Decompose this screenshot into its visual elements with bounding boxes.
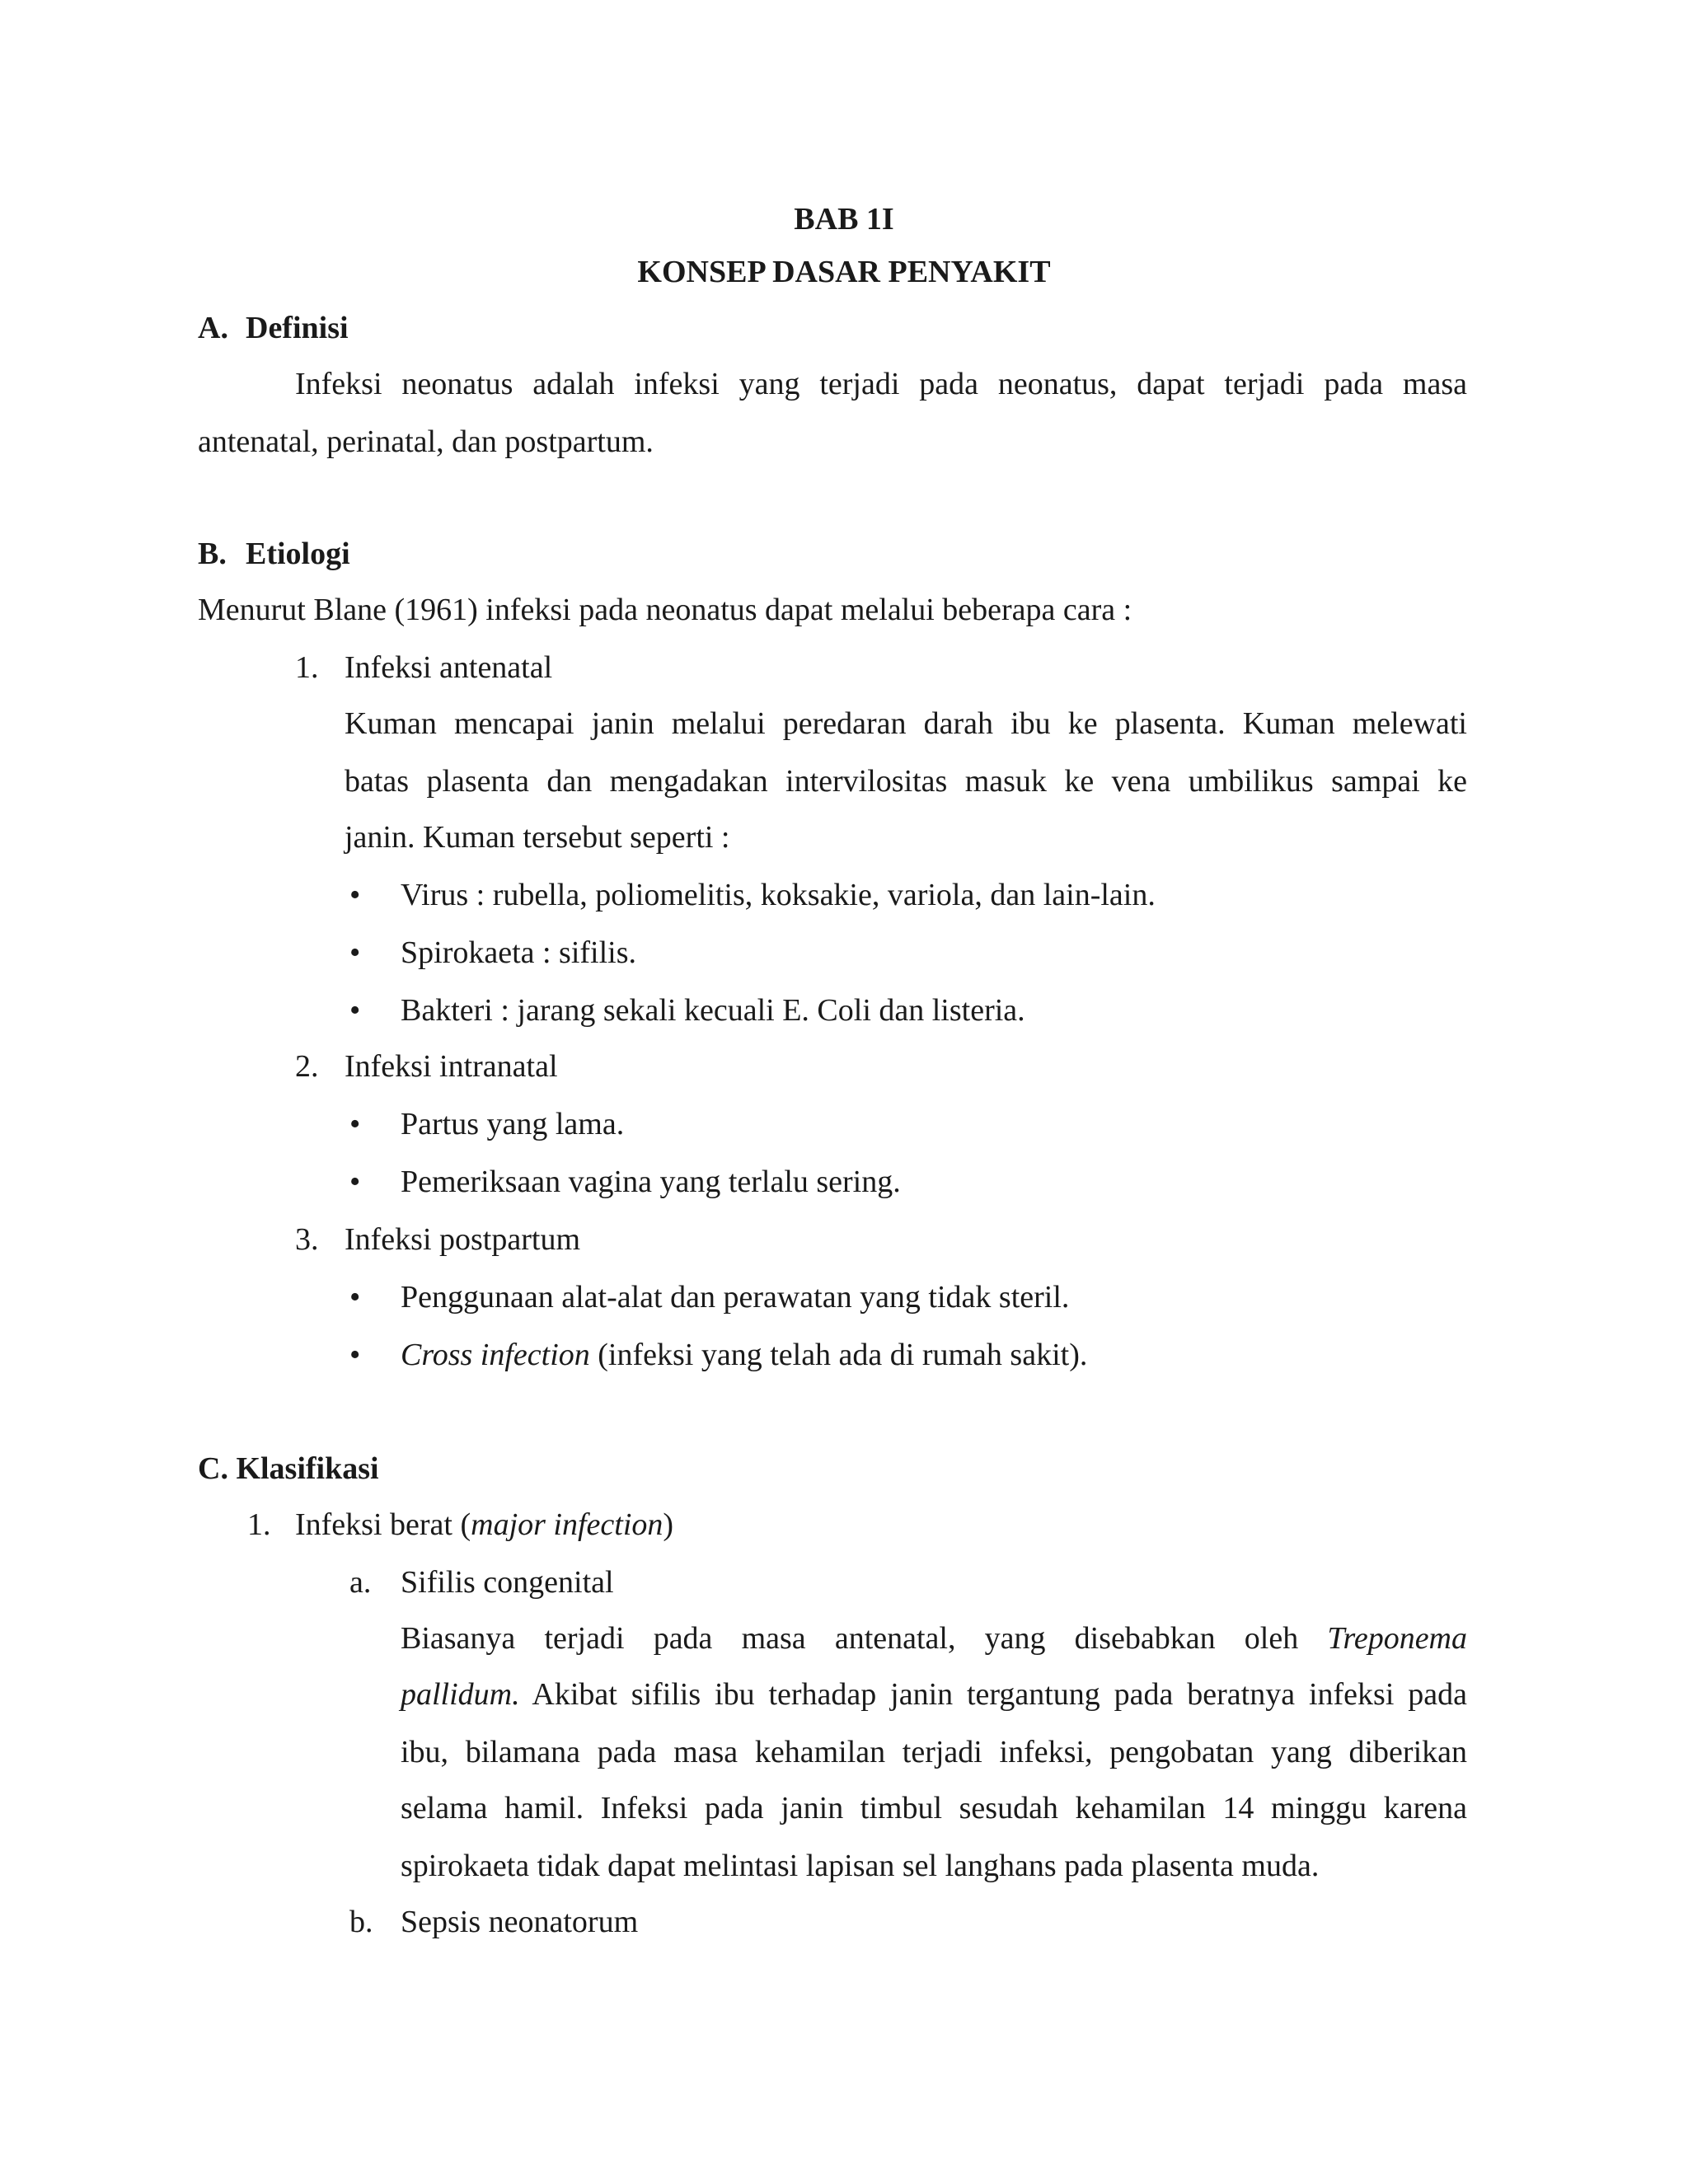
bullet-text: Virus : rubella, poliomelitis, koksakie, variola, dan lain-lain. bbox=[401, 878, 1156, 912]
bullet-text: Partus yang lama. bbox=[401, 1107, 625, 1141]
list-item-number: 3. bbox=[295, 1222, 319, 1257]
list-item-desc-line2: batas plasenta dan mengadakan intervilositas masuk ke vena umbilikus sampai ke bbox=[345, 764, 1467, 799]
list-item-number: 2. bbox=[295, 1049, 319, 1084]
sub-item-desc-line4: selama hamil. Infeksi pada janin timbul sesudah kehamilan 14 minggu karena bbox=[401, 1791, 1467, 1825]
list-item-desc-line3: janin. Kuman tersebut seperti : bbox=[345, 820, 730, 855]
italic-term: major infection bbox=[471, 1507, 663, 1542]
list-item-title: Infeksi intranatal bbox=[345, 1049, 558, 1084]
section-c-heading: C. Klasifikasi bbox=[198, 1451, 379, 1486]
bullet-icon: • bbox=[349, 1165, 361, 1199]
text-pre: Infeksi berat ( bbox=[295, 1507, 471, 1542]
list-item-desc-line1: Kuman mencapai janin melalui peredaran darah ibu ke plasenta. Kuman melewati bbox=[345, 706, 1467, 741]
italic-term: pallidum. bbox=[401, 1677, 520, 1712]
list-item-title: Infeksi antenatal bbox=[345, 650, 553, 685]
text-pre: Biasanya terjadi pada masa antenatal, yang disebabkan oleh bbox=[401, 1621, 1299, 1656]
sub-item-letter: a. bbox=[349, 1565, 372, 1600]
italic-term: Treponema bbox=[1327, 1621, 1467, 1656]
section-a-paragraph-line2: antenatal, perinatal, dan postpartum. bbox=[198, 424, 654, 459]
section-a-heading: Definisi bbox=[246, 311, 349, 345]
bullet-icon: • bbox=[349, 1107, 361, 1141]
section-a-letter: A. bbox=[198, 311, 228, 345]
list-item-title: Infeksi postpartum bbox=[345, 1222, 581, 1257]
sub-item-desc-line1 bbox=[401, 1619, 1467, 1658]
sub-item-desc-line2 bbox=[401, 1675, 1467, 1714]
section-b-intro: Menurut Blane (1961) infeksi pada neonatus dapat melalui beberapa cara : bbox=[198, 593, 1132, 627]
bullet-text-rest: (infeksi yang telah ada di rumah sakit). bbox=[589, 1338, 1088, 1372]
bullet-icon: • bbox=[349, 993, 361, 1028]
bullet-text: Spirokaeta : sifilis. bbox=[401, 935, 637, 970]
bullet-text: Penggunaan alat-alat dan perawatan yang tidak steril. bbox=[401, 1280, 1070, 1315]
bullet-icon: • bbox=[349, 878, 361, 912]
bullet-text: Pemeriksaan vagina yang terlalu sering. bbox=[401, 1165, 901, 1199]
sub-item-desc-line5: spirokaeta tidak dapat melintasi lapisan sel langhans pada plasenta muda. bbox=[401, 1849, 1320, 1883]
italic-term: Cross infection bbox=[401, 1338, 590, 1372]
bullet-icon: • bbox=[349, 1280, 361, 1315]
sub-item-title: Sepsis neonatorum bbox=[401, 1905, 639, 1939]
sub-item-letter: b. bbox=[349, 1905, 373, 1939]
text-rest: Akibat sifilis ibu terhadap janin tergantung pada beratnya infeksi pada bbox=[519, 1677, 1467, 1712]
list-item-title bbox=[295, 1505, 673, 1544]
list-item-number: 1. bbox=[295, 650, 319, 685]
bullet-icon: • bbox=[349, 935, 361, 970]
text-post: ) bbox=[663, 1507, 674, 1542]
bullet-icon: • bbox=[349, 1338, 361, 1372]
section-a-paragraph-line1: Infeksi neonatus adalah infeksi yang terjadi pada neonatus, dapat terjadi pada masa bbox=[295, 367, 1467, 401]
page-title: KONSEP DASAR PENYAKIT bbox=[637, 255, 1051, 289]
sub-item-desc-line3: ibu, bilamana pada masa kehamilan terjadi infeksi, pengobatan yang diberikan bbox=[401, 1735, 1467, 1769]
bullet-text bbox=[401, 1335, 1087, 1375]
section-b-heading: Etiologi bbox=[246, 537, 350, 571]
sub-item-title: Sifilis congenital bbox=[401, 1565, 614, 1600]
chapter-label: BAB 1I bbox=[794, 202, 894, 237]
bullet-text: Bakteri : jarang sekali kecuali E. Coli dan listeria. bbox=[401, 993, 1025, 1028]
section-b-letter: B. bbox=[198, 537, 227, 571]
list-item-number: 1. bbox=[247, 1507, 271, 1542]
